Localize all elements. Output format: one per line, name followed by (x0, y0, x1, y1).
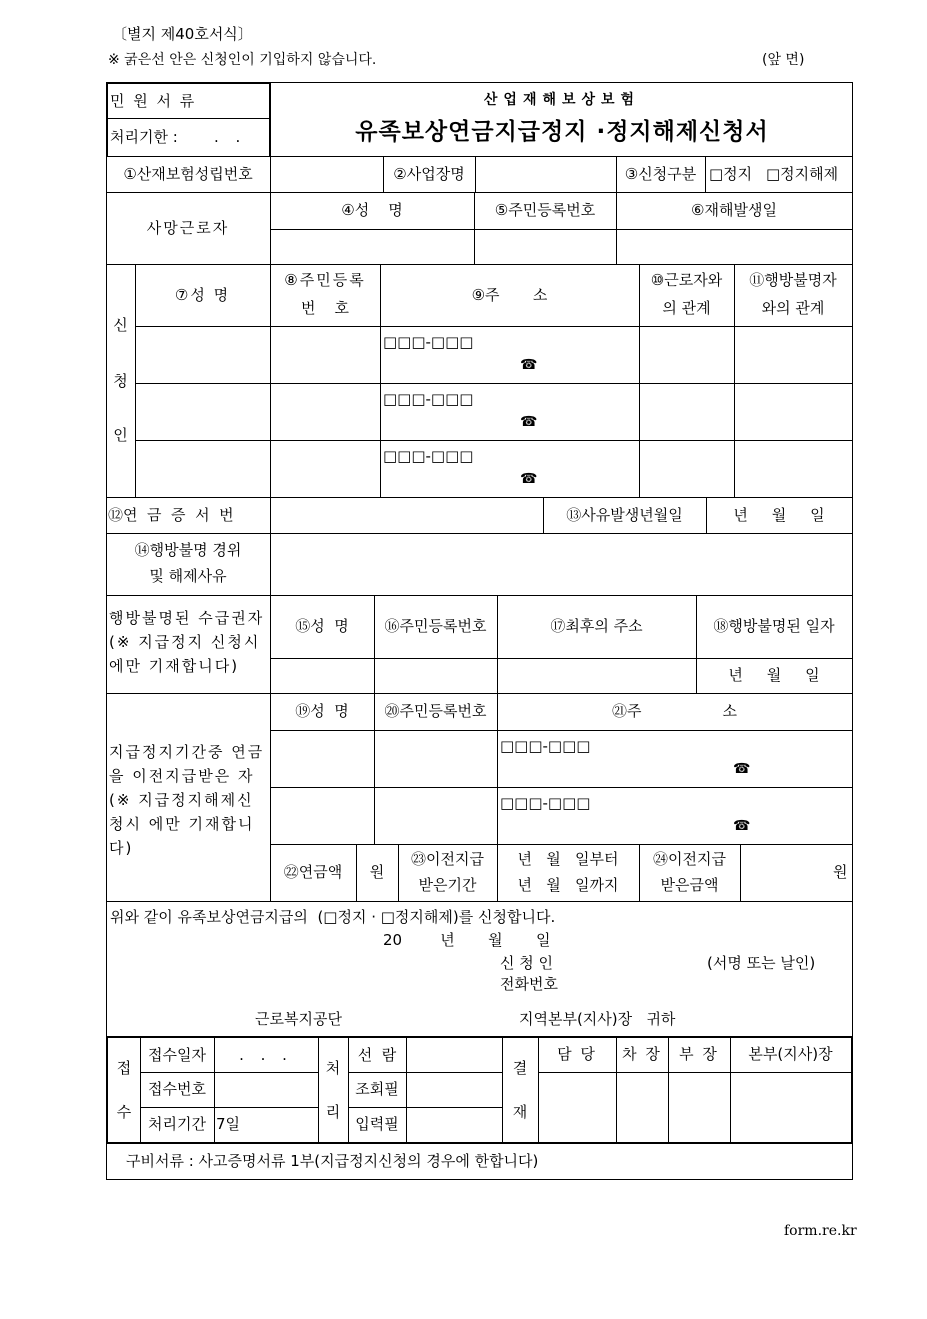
relation-worker-label-1: ⑩근로자와 (650, 270, 723, 289)
period-to: 년 월 일까지 (517, 875, 619, 894)
org-title: 산업재해보상보험 (483, 91, 641, 108)
pension-amount-unit: 원 (369, 863, 385, 882)
option-stop-checkbox[interactable]: □정지 (709, 164, 753, 183)
agency-name: 근로복지공단 (255, 1009, 342, 1028)
postcode-field[interactable]: □□□-□□□ (383, 446, 474, 465)
deceased-section-label: 사망근로자 (146, 218, 230, 237)
deadline-value: . . (214, 127, 247, 146)
postcode-field[interactable]: □□□-□□□ (500, 793, 591, 812)
processing-period-label: 처리기간 (148, 1115, 206, 1134)
postcode-field[interactable]: □□□-□□□ (500, 736, 591, 755)
applicant-side-1: 신 (113, 315, 128, 334)
declaration-date: 20 년 월 일 (383, 930, 551, 949)
applicant-address-label: ⑨주 소 (471, 285, 548, 304)
approval-col-deputy: 차 장 (622, 1044, 662, 1063)
branch-addressee: 지역본부(지사)장 귀하 (519, 1009, 676, 1028)
deceased-rrn-label: ⑤주민등록번호 (494, 201, 596, 220)
applicant-rrn-label-2: 번 호 (300, 298, 350, 317)
deceased-name-label: ④성 명 (341, 201, 403, 220)
doc-type-label: 민 원 서 류 (110, 91, 197, 110)
event-date-format: 년 월 일 (733, 505, 825, 524)
signature-note: (서명 또는 날인) (707, 953, 816, 972)
missing-rrn-label: ⑯주민등록번호 (384, 617, 487, 636)
approval-side-2: 재 (512, 1102, 528, 1121)
receipt-no-label: 접수번호 (148, 1080, 206, 1099)
approval-col-head: 본부(지사)장 (748, 1044, 833, 1063)
event-date-label: ⑬사유발생년월일 (566, 505, 683, 524)
phone-number-label: 전화번호 (500, 974, 558, 993)
paid-amount-label-2: 받은금액 (660, 875, 719, 894)
phone-icon: ☎ (520, 356, 538, 373)
inquiry-label: 조회필 (355, 1080, 399, 1099)
missing-date-label: ⑱행방불명된 일자 (713, 617, 835, 636)
declaration-statement: 위와 같이 유족보상연금지급의 (□정지 · □정지해제)를 신청합니다. (110, 907, 556, 926)
relation-worker-label-2: 의 관계 (662, 298, 711, 317)
missing-name-label: ⑮성 명 (295, 617, 349, 636)
transfer-section-label: 지급정지기간중 연금을 이전지급받은 자 (※ 지급정지해제신청시 에만 기재합니다) (109, 743, 265, 857)
transfer-name-label: ⑲성 명 (295, 702, 349, 721)
receipt-side-2: 수 (116, 1102, 132, 1121)
process-side-1: 처 (325, 1058, 341, 1077)
transfer-period-label-1: ㉓이전지급 (411, 849, 484, 868)
missing-date-format: 년 월 일 (728, 666, 820, 685)
pension-cert-label: ⑫연 금 증 서 번 (108, 505, 234, 524)
approval-col-staff: 담 당 (557, 1044, 597, 1063)
applicant-name-label: ⑦성 명 (174, 285, 231, 304)
receipt-date-label: 접수일자 (148, 1045, 206, 1064)
applicant-side-2: 청 (113, 371, 128, 390)
approval-col-manager: 부 장 (679, 1044, 719, 1063)
applicant-rrn-label-1: ⑧주민등록 (284, 270, 366, 289)
missing-reason-label-1: ⑭행방불명 경위 (134, 540, 242, 559)
applicant-side-3: 인 (113, 425, 128, 444)
transfer-period-label-2: 받은기간 (418, 875, 477, 894)
postcode-field[interactable]: □□□-□□□ (383, 332, 474, 351)
insurance-no-label: ①산재보험성립번호 (123, 164, 253, 183)
notice-text: ※ 굵은선 안은 신청인이 기입하지 않습니다. (108, 51, 377, 68)
transfer-address-label: ㉑주 소 (611, 702, 738, 721)
form-title: 유족보상연금지급정지 ·정지해제신청서 (355, 119, 769, 146)
missing-recipient-section-label: 행방불명된 수급권자 (※ 지급정지 신청시에만 기재합니다) (109, 609, 265, 675)
paid-amount-label-1: ㉔이전지급 (653, 849, 726, 868)
pension-amount-label: ㉒연금액 (283, 863, 343, 882)
workplace-label: ②사업장명 (393, 164, 465, 183)
deadline-label: 처리기한 : (110, 127, 178, 146)
accident-date-label: ⑥재해발생일 (691, 201, 777, 220)
missing-reason-label-2: 및 해제사유 (149, 566, 227, 585)
applicant-sign-label: 신 청 인 (500, 953, 554, 972)
approval-side-1: 결 (512, 1058, 528, 1077)
relation-missing-label-2: 와의 관계 (761, 298, 825, 317)
input-label: 입력필 (355, 1115, 399, 1134)
relation-missing-label-1: ⑪행방불명자 (749, 270, 837, 289)
receipt-side-1: 접 (116, 1058, 132, 1077)
phone-icon: ☎ (733, 760, 751, 777)
process-side-2: 리 (325, 1102, 341, 1121)
receipt-date-value: . . . (239, 1045, 293, 1064)
phone-icon: ☎ (733, 817, 751, 834)
type-label: ③신청구분 (624, 164, 697, 183)
phone-icon: ☎ (520, 470, 538, 487)
phone-icon: ☎ (520, 413, 538, 430)
period-from: 년 월 일부터 (517, 849, 619, 868)
processing-period-value: 7일 (216, 1115, 241, 1134)
review-label: 선 람 (357, 1045, 397, 1064)
site-watermark: form.re.kr (784, 1222, 857, 1239)
form-number: 〔별지 제40호서식〕 (112, 24, 253, 43)
required-documents: 구비서류 : 사고증명서류 1부(지급정지신청의 경우에 한합니다) (126, 1151, 539, 1170)
page-side-label: (앞 면) (762, 51, 805, 68)
last-address-label: ⑰최후의 주소 (550, 617, 643, 636)
option-release-checkbox[interactable]: □정지해제 (766, 164, 839, 183)
postcode-field[interactable]: □□□-□□□ (383, 389, 474, 408)
paid-amount-unit: 원 (833, 863, 848, 882)
transfer-rrn-label: ⑳주민등록번호 (384, 702, 487, 721)
